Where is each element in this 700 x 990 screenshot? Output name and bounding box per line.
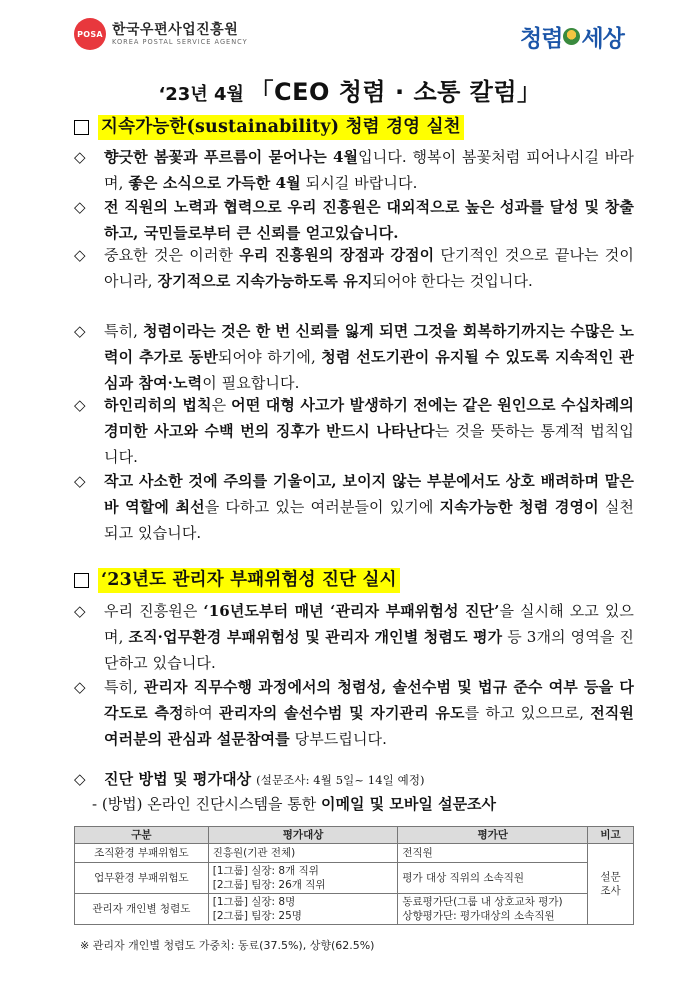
diamond-bullet-icon: ◇	[74, 322, 86, 340]
section2-paragraph-2: ◇ 특히, 관리자 직무수행 과정에서의 청렴성, 솔선수범 및 법규 준수 여부 등을 다각도로 측정하여 관리자의 솔선수범 및 자기관리 유도를 하고 있으므로, 전직원 여러분의 관심과 설문참여를 당부드립니다.	[74, 674, 634, 752]
table-cell: 관리자 개인별 청렴도	[75, 894, 209, 925]
org-logo	[74, 18, 248, 50]
section1-paragraph-3: ◇ 중요한 것은 이러한 우리 진흥원의 장점과 강점이 단기적인 것으로 끝나는 것이 아니라, 장기적으로 지속가능하도록 유지되어야 한다는 것입니다.	[74, 242, 634, 294]
section2-title: ‘23년도 관리자 부패위험성 진단 실시	[98, 568, 400, 593]
table-cell: 조직환경 부패위험도	[75, 844, 209, 863]
diamond-bullet-icon: ◇	[74, 246, 86, 264]
section1-title: 지속가능한(sustainability) 청렴 경영 실천	[98, 115, 464, 140]
diamond-bullet-icon: ◇	[74, 148, 86, 166]
page-title	[0, 72, 700, 107]
table-row	[75, 894, 634, 925]
table-header: 비고	[588, 827, 634, 844]
diagnosis-table	[74, 826, 634, 925]
section1-header	[74, 115, 464, 140]
table-header: 평가대상	[208, 827, 398, 844]
header	[0, 0, 700, 62]
diamond-bullet-icon: ◇	[74, 472, 86, 490]
title-main: 「CEO 청렴 · 소통 칼럼」	[249, 78, 542, 106]
survey-method: - (방법) 온라인 진단시스템을 통한 이메일 및 모바일 설문조사	[92, 795, 497, 813]
table-header: 구분	[75, 827, 209, 844]
section2-paragraph-3: ◇ 진단 방법 및 평가대상 (설문조사: 4월 5일~ 14일 예정)	[74, 766, 634, 793]
org-name-en: KOREA POSTAL SERVICE AGENCY	[112, 37, 248, 46]
title-date: ‘23년 4월	[158, 84, 244, 105]
table-cell-note: 설문 조사	[588, 844, 634, 925]
flower-icon	[563, 28, 580, 45]
table-cell: 평가 대상 직위의 소속직원	[398, 863, 588, 894]
diamond-bullet-icon: ◇	[74, 770, 86, 788]
footnote: ※ 관리자 개인별 청렴도 가중치: 동료(37.5%), 상향(62.5%)	[80, 939, 375, 952]
table-cell: 전직원	[398, 844, 588, 863]
section1-paragraph-2: ◇ 전 직원의 노력과 협력으로 우리 진흥원은 대외적으로 높은 성과를 달성 및 창출하고, 국민들로부터 큰 신뢰를 얻고있습니다.	[74, 194, 634, 246]
table-cell: 진흥원(기관 전체)	[208, 844, 398, 863]
diamond-bullet-icon: ◇	[74, 678, 86, 696]
section2-paragraph-1: ◇ 우리 진흥원은 ‘16년도부터 매년 ‘관리자 부패위험성 진단’을 실시해 오고 있으며, 조직·업무환경 부패위험성 및 관리자 개인별 청렴도 평가 등 3개의 영역을 진단하고 있습니다.	[74, 598, 634, 676]
table-row	[75, 863, 634, 894]
section1-paragraph-1: ◇ 향긋한 봄꽃과 푸르름이 묻어나는 4월입니다. 행복이 봄꽃처럼 피어나시길 바라며, 좋은 소식으로 가득한 4월 되시길 바랍니다.	[74, 144, 634, 196]
table-header: 평가단	[398, 827, 588, 844]
org-name-block	[112, 22, 248, 47]
checkbox-icon	[74, 120, 89, 135]
table-cell: 업무환경 부패위험도	[75, 863, 209, 894]
slogan-left: 청렴	[520, 26, 563, 52]
posa-logo-icon: POSA	[74, 18, 106, 50]
section1-paragraph-6: ◇ 작고 사소한 것에 주의를 기울이고, 보이지 않는 부분에서도 상호 배려하며 맡은 바 역할에 최선을 다하고 있는 여러분들이 있기에 지속가능한 청렴 경영이 실천되고 있습니다.	[74, 468, 634, 546]
org-name: 한국우편사업진흥원	[112, 21, 239, 38]
section1-paragraph-4: ◇ 특히, 청렴이라는 것은 한 번 신뢰를 잃게 되면 그것을 회복하기까지는 수많은 노력이 추가로 동반되어야 하기에, 청렴 선도기관이 유지될 수 있도록 지속적인 관심과 참여·노력이 필요합니다.	[74, 318, 634, 396]
table-header-row	[75, 827, 634, 844]
diamond-bullet-icon: ◇	[74, 602, 86, 620]
checkbox-icon	[74, 573, 89, 588]
table-cell: [1그룹] 실장: 8개 직위 [2그룹] 팀장: 26개 직위	[208, 863, 398, 894]
diamond-bullet-icon: ◇	[74, 396, 86, 414]
diamond-bullet-icon: ◇	[74, 198, 86, 216]
section2-header	[74, 568, 400, 593]
table-row	[75, 844, 634, 863]
table-cell: [1그룹] 실장: 8명 [2그룹] 팀장: 25명	[208, 894, 398, 925]
slogan-logo	[520, 20, 624, 53]
table-cell: 동료평가단(그룹 내 상호교차 평가) 상향평가단: 평가대상의 소속직원	[398, 894, 588, 925]
slogan-right: 세상	[581, 26, 624, 52]
section1-paragraph-5: ◇ 하인리히의 법칙은 어떤 대형 사고가 발생하기 전에는 같은 원인으로 수십차례의 경미한 사고와 수백 번의 징후가 반드시 나타난다는 것을 뜻하는 통계적 법칙입니다.	[74, 392, 634, 470]
